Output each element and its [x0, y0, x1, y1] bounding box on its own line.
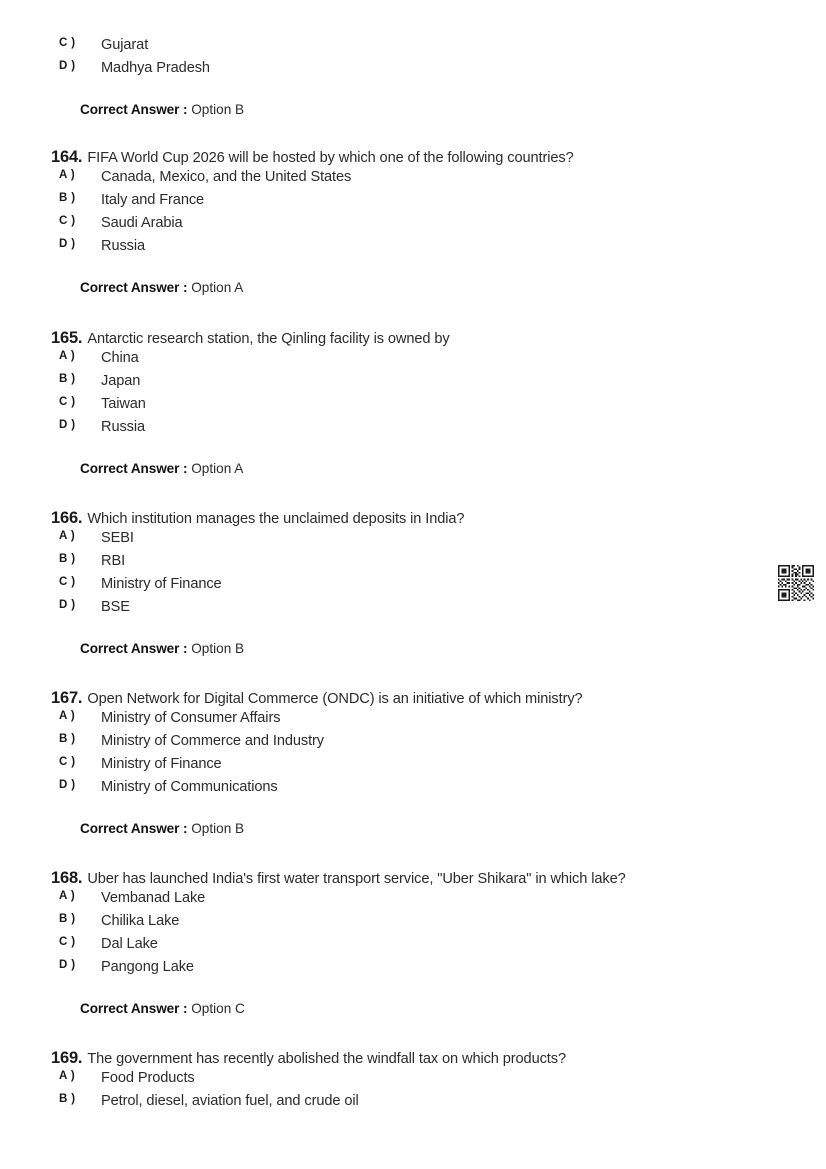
correct-answer-value: Option A: [191, 280, 244, 295]
question-heading: [0, 869, 826, 888]
option-text: Pangong Lake: [101, 959, 194, 975]
option-row[interactable]: [0, 1093, 826, 1116]
option-row[interactable]: [0, 530, 826, 553]
option-text: Madhya Pradesh: [101, 60, 210, 76]
option-row[interactable]: [0, 733, 826, 756]
option-text: Chilika Lake: [101, 913, 180, 929]
option-letter: B ): [59, 373, 76, 385]
option-row[interactable]: [0, 192, 826, 215]
question-number: 167.: [51, 689, 83, 707]
option-letter: C ): [59, 37, 76, 49]
correct-answer-label: Correct Answer :: [80, 821, 188, 836]
option-text: RBI: [101, 553, 126, 569]
question-block-partial: [0, 37, 826, 117]
option-row[interactable]: [0, 419, 826, 442]
correct-answer-label: Correct Answer :: [80, 1001, 188, 1016]
option-row[interactable]: [0, 710, 826, 733]
option-text: Food Products: [101, 1070, 195, 1086]
option-letter: D ): [59, 779, 76, 791]
option-letter: D ): [59, 959, 76, 971]
correct-answer-label: Correct Answer :: [80, 641, 188, 656]
option-letter: C ): [59, 576, 76, 588]
correct-answer: [0, 102, 826, 117]
option-row[interactable]: [0, 37, 826, 60]
question-text: Antarctic research station, the Qinling facility is owned by: [87, 331, 450, 347]
option-row[interactable]: [0, 396, 826, 419]
correct-answer-value: Option A: [191, 461, 244, 476]
option-letter: B ): [59, 192, 76, 204]
question-block-167: [0, 689, 826, 836]
option-text: Taiwan: [101, 396, 146, 412]
option-letter: D ): [59, 599, 76, 611]
option-letter: B ): [59, 913, 76, 925]
option-text: Saudi Arabia: [101, 215, 183, 231]
correct-answer: [0, 821, 826, 836]
option-row[interactable]: [0, 350, 826, 373]
option-text: Japan: [101, 373, 141, 389]
option-row[interactable]: [0, 913, 826, 936]
question-text: FIFA World Cup 2026 will be hosted by which one of the following countries?: [87, 150, 574, 166]
option-row[interactable]: [0, 936, 826, 959]
question-block-169: [0, 1049, 826, 1116]
question-number: 166.: [51, 509, 83, 527]
option-text: Russia: [101, 419, 146, 435]
option-letter: B ): [59, 553, 76, 565]
option-letter: A ): [59, 169, 76, 181]
option-letter: A ): [59, 890, 76, 902]
question-heading: [0, 1049, 826, 1068]
question-number: 164.: [51, 148, 83, 166]
question-block-166: [0, 509, 826, 656]
option-row[interactable]: [0, 60, 826, 83]
question-heading: [0, 329, 826, 348]
option-letter: A ): [59, 530, 76, 542]
question-block-165: [0, 329, 826, 476]
question-block-164: [0, 148, 826, 295]
option-row[interactable]: [0, 756, 826, 779]
option-text: Ministry of Finance: [101, 576, 222, 592]
option-text: Vembanad Lake: [101, 890, 206, 906]
correct-answer: [0, 641, 826, 656]
option-letter: C ): [59, 936, 76, 948]
option-text: Ministry of Commerce and Industry: [101, 733, 324, 749]
question-text: Uber has launched India's first water transport service, "Uber Shikara" in which lake?: [87, 871, 626, 887]
correct-answer-label: Correct Answer :: [80, 461, 188, 476]
qr-code-image: [775, 565, 817, 601]
option-letter: B ): [59, 1093, 76, 1105]
correct-answer-value: Option C: [191, 1001, 245, 1016]
option-letter: C ): [59, 756, 76, 768]
correct-answer-value: Option B: [191, 821, 245, 836]
option-row[interactable]: [0, 1070, 826, 1093]
correct-answer-value: Option B: [191, 102, 245, 117]
option-letter: A ): [59, 710, 76, 722]
option-letter: B ): [59, 733, 76, 745]
question-heading: [0, 509, 826, 528]
option-row[interactable]: [0, 779, 826, 802]
option-text: Gujarat: [101, 37, 149, 53]
option-text: Canada, Mexico, and the United States: [101, 169, 352, 185]
option-row[interactable]: [0, 576, 826, 599]
option-letter: D ): [59, 419, 76, 431]
option-text: China: [101, 350, 139, 366]
option-row[interactable]: [0, 238, 826, 261]
question-block-168: [0, 869, 826, 1016]
option-row[interactable]: [0, 169, 826, 192]
correct-answer-label: Correct Answer :: [80, 280, 188, 295]
option-row[interactable]: [0, 599, 826, 622]
option-letter: A ): [59, 350, 76, 362]
option-letter: D ): [59, 238, 76, 250]
option-row[interactable]: [0, 959, 826, 982]
question-heading: [0, 689, 826, 708]
correct-answer: [0, 1001, 826, 1016]
option-text: BSE: [101, 599, 130, 615]
option-letter: C ): [59, 215, 76, 227]
correct-answer-label: Correct Answer :: [80, 102, 188, 117]
option-text: Ministry of Communications: [101, 779, 278, 795]
correct-answer: [0, 280, 826, 295]
option-text: Russia: [101, 238, 146, 254]
question-number: 169.: [51, 1049, 83, 1067]
question-text: The government has recently abolished the windfall tax on which products?: [87, 1051, 566, 1067]
option-text: Ministry of Consumer Affairs: [101, 710, 281, 726]
option-text: Ministry of Finance: [101, 756, 222, 772]
option-row[interactable]: [0, 553, 826, 576]
qr-code[interactable]: [775, 565, 817, 601]
option-letter: C ): [59, 396, 76, 408]
question-number: 168.: [51, 869, 83, 887]
question-text: Open Network for Digital Commerce (ONDC) is an initiative of which ministry?: [87, 691, 583, 707]
option-row[interactable]: [0, 215, 826, 238]
option-text: Petrol, diesel, aviation fuel, and crude oil: [101, 1093, 359, 1109]
option-letter: A ): [59, 1070, 76, 1082]
option-letter: D ): [59, 60, 76, 72]
option-row[interactable]: [0, 890, 826, 913]
correct-answer-value: Option B: [191, 641, 245, 656]
option-row[interactable]: [0, 373, 826, 396]
option-text: Dal Lake: [101, 936, 158, 952]
question-number: 165.: [51, 329, 83, 347]
question-text: Which institution manages the unclaimed deposits in India?: [87, 511, 465, 527]
question-heading: [0, 148, 826, 167]
option-text: SEBI: [101, 530, 134, 546]
option-text: Italy and France: [101, 192, 205, 208]
correct-answer: [0, 461, 826, 476]
